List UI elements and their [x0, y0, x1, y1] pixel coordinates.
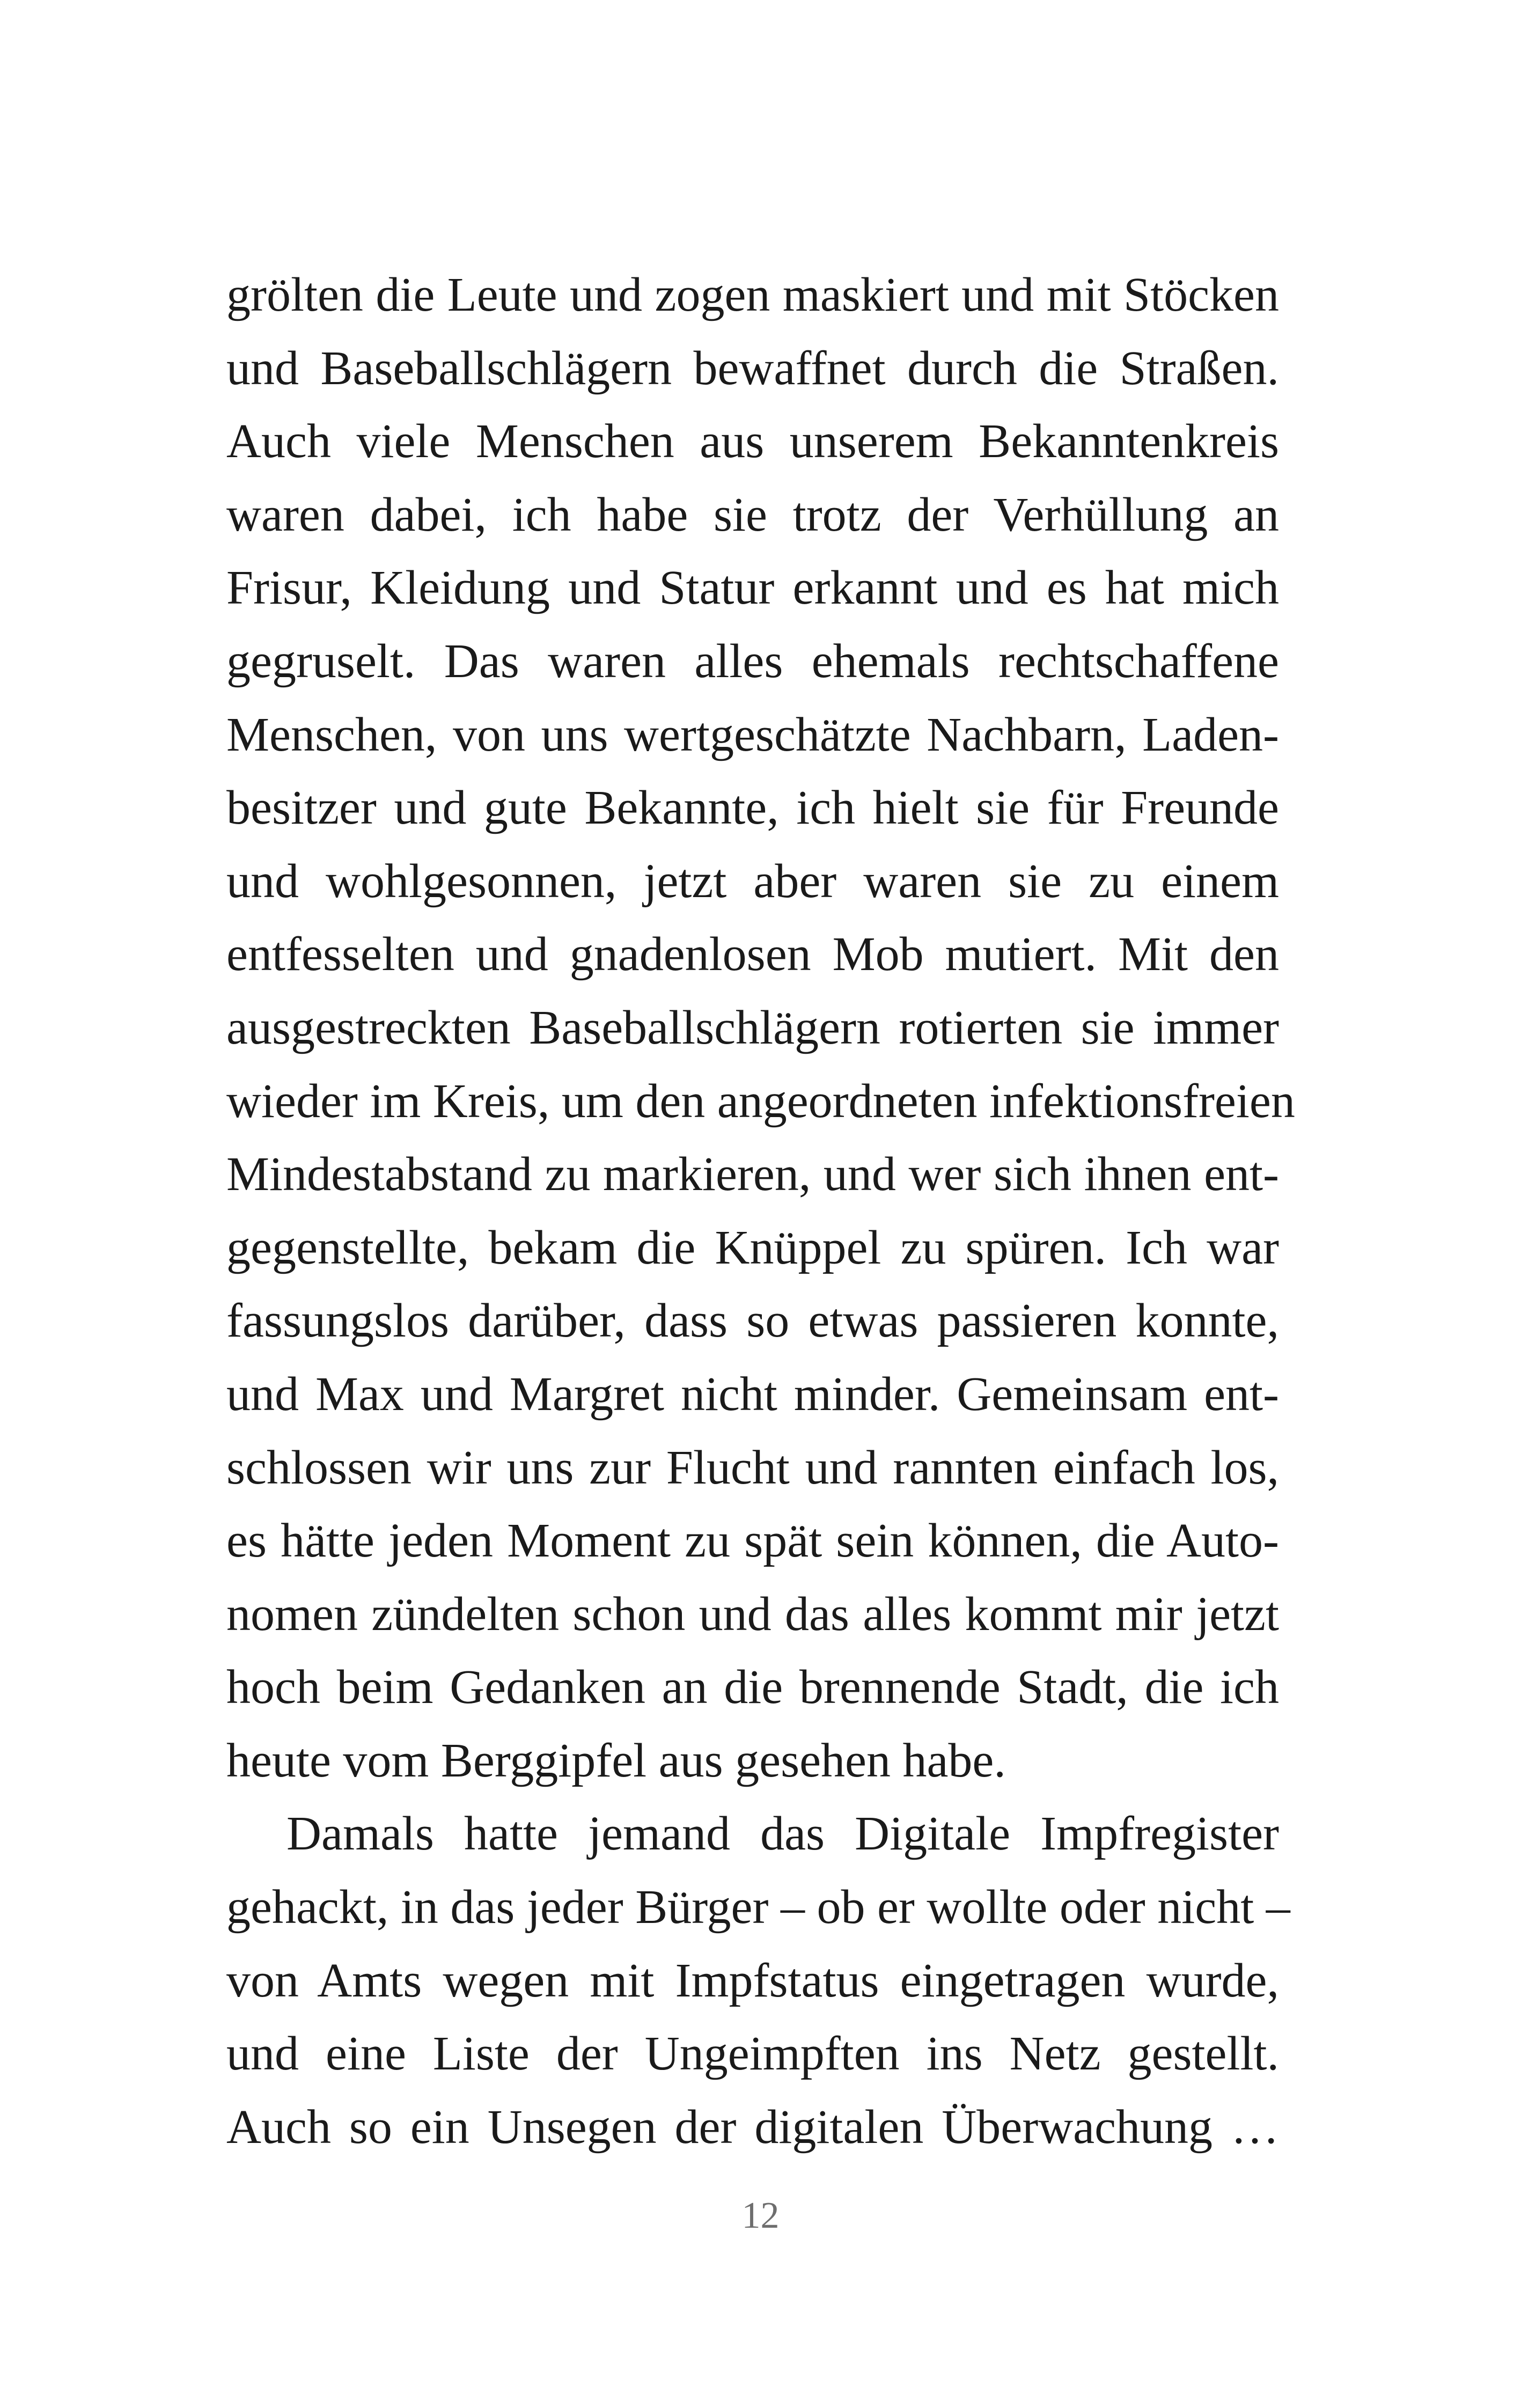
- text-line: ausgestreckten Baseballschlägern rotierten sie immer: [226, 1001, 1279, 1054]
- text-line: Menschen, von uns wertgeschätzte Nachbarn, Laden-: [226, 708, 1279, 761]
- text-line: und Baseballschlägern bewaffnet durch die Straßen.: [226, 341, 1279, 395]
- text-line: und wohlgesonnen, jetzt aber waren sie zu einem: [226, 854, 1279, 908]
- text-line: Mindestabstand zu markieren, und wer sich ihnen ent-: [226, 1148, 1279, 1201]
- text-line: gehackt, in das jeder Bürger – ob er wollte oder nicht –: [226, 1881, 1290, 1934]
- text-line: besitzer und gute Bekannte, ich hielt sie für Freunde: [226, 781, 1279, 835]
- body-text: [226, 259, 1295, 2164]
- text-line: Damals hatte jemand das Digitale Impfregister: [286, 1807, 1279, 1861]
- text-line: grölten die Leute und zogen maskiert und mit Stöcken: [226, 268, 1279, 321]
- text-line: waren dabei, ich habe sie trotz der Verhüllung an: [226, 488, 1279, 541]
- text-line: schlossen wir uns zur Flucht und rannten einfach los,: [226, 1441, 1279, 1494]
- paragraph-1: [226, 259, 1295, 1797]
- paragraph-2: [226, 1797, 1290, 2164]
- text-line: fassungslos darüber, dass so etwas passieren konnte,: [226, 1294, 1279, 1348]
- text-line: gegruselt. Das waren alles ehemals rechtschaffene: [226, 634, 1279, 688]
- text-line: es hätte jeden Moment zu spät sein können, die Auto-: [226, 1514, 1279, 1568]
- text-line: Auch so ein Unsegen der digitalen Überwachung …: [226, 2100, 1279, 2154]
- text-line: nomen zündelten schon und das alles kommt mir jetzt: [226, 1587, 1279, 1641]
- text-line: wieder im Kreis, um den angeordneten infektionsfreien: [226, 1074, 1295, 1128]
- text-line: und eine Liste der Ungeimpften ins Netz gestellt.: [226, 2027, 1279, 2081]
- text-line: gegenstellte, bekam die Knüppel zu spüren. Ich war: [226, 1221, 1279, 1274]
- text-line: Frisur, Kleidung und Statur erkannt und es hat mich: [226, 561, 1279, 615]
- text-line: von Amts wegen mit Impfstatus eingetragen wurde,: [226, 1954, 1279, 2007]
- text-line: und Max und Margret nicht minder. Gemeinsam ent-: [226, 1367, 1279, 1421]
- text-line: entfesselten und gnadenlosen Mob mutiert. Mit den: [226, 928, 1279, 981]
- text-line: hoch beim Gedanken an die brennende Stadt, die ich: [226, 1661, 1279, 1714]
- text-line: heute vom Berggipfel aus gesehen habe.: [226, 1734, 1006, 1787]
- text-line: Auch viele Menschen aus unserem Bekanntenkreis: [226, 415, 1279, 468]
- page-number: 12: [741, 2195, 780, 2236]
